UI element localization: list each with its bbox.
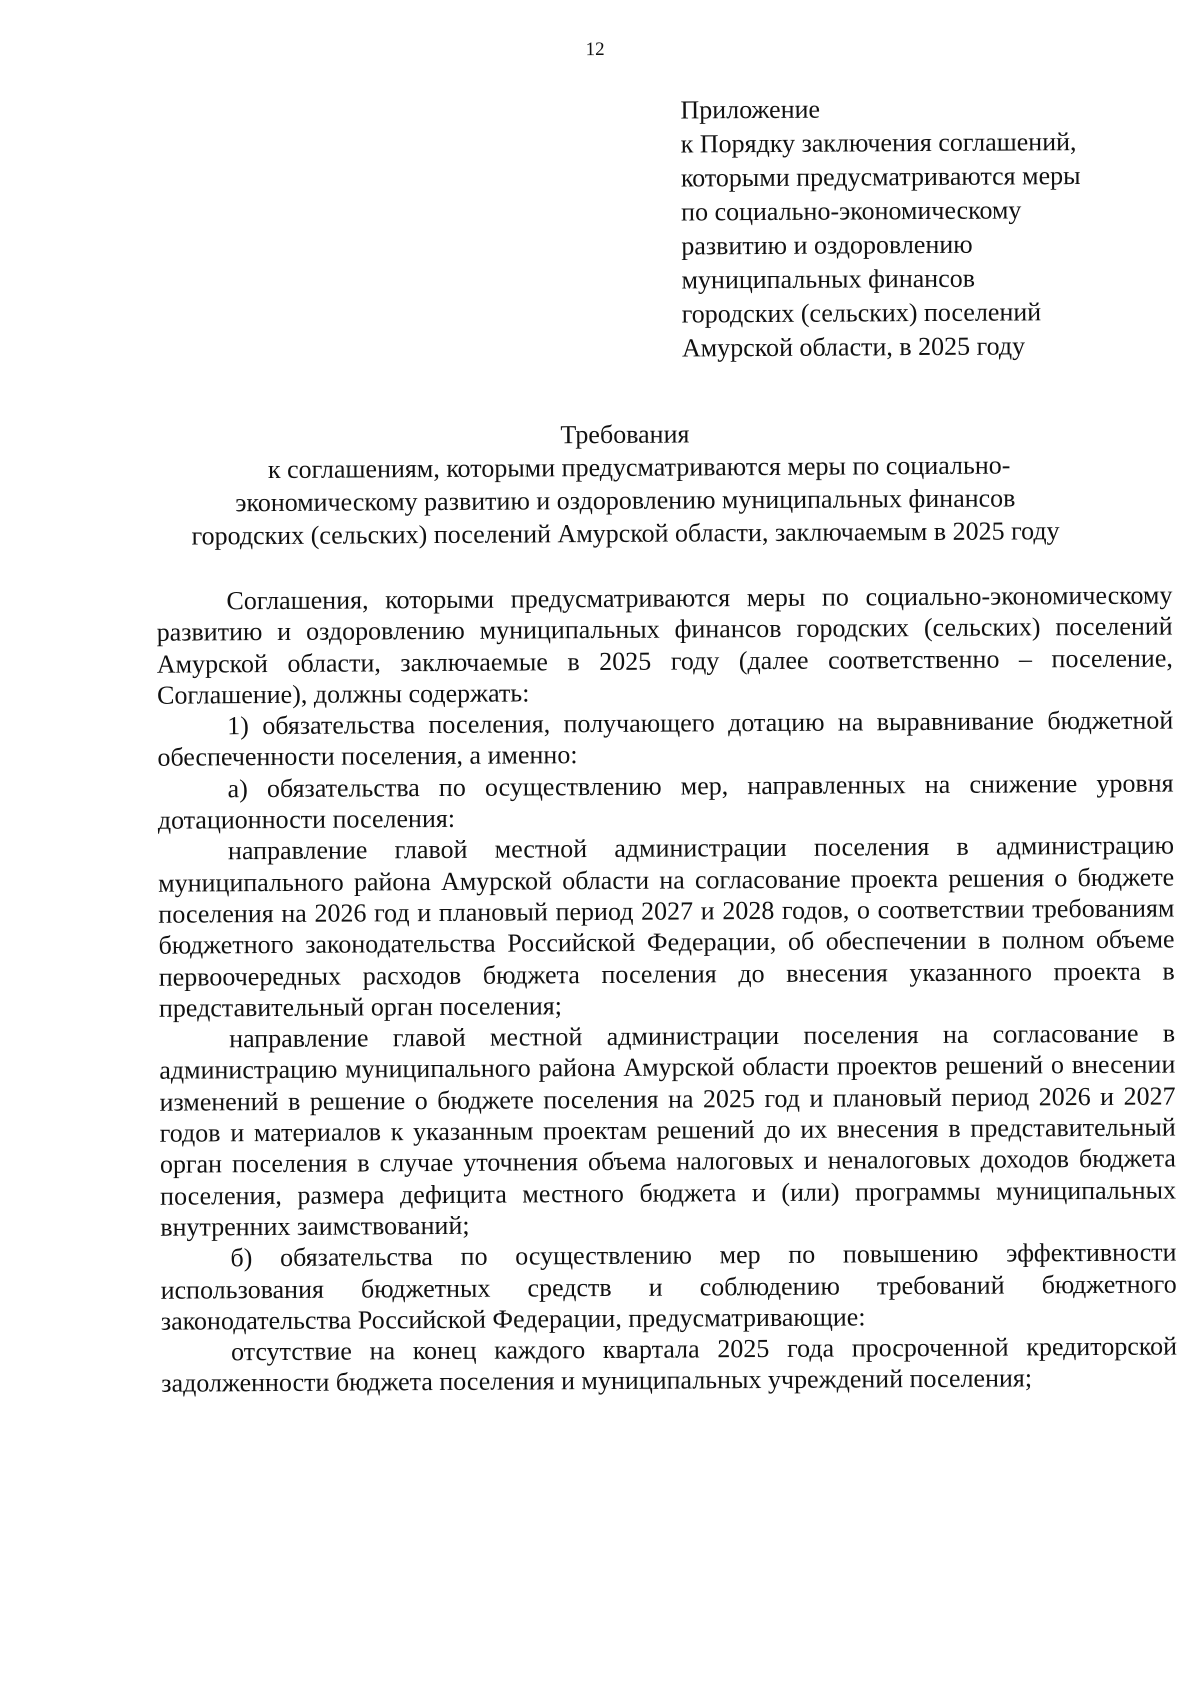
document-heading [147, 415, 1103, 553]
appendix-line: развитию и оздоровлению [681, 229, 973, 261]
document-body [156, 579, 1177, 1399]
page-number: 12 [585, 38, 605, 61]
body-paragraph: а) обязательства по осуществлению мер, направленных на снижение уровня дотационности поселения: [157, 768, 1174, 835]
body-paragraph: направление главой местной администрации поселения на согласование в администрацию муниципального района Амурской области проектов решений о внесении изменений в решение о бюджете поселения на 2025 год и плановый период 2026 и 2027 годов и материалов к указанным проектам решений до их внесения в представительный орган поселения в случае уточнения объема налоговых и неналоговых доходов бюджета поселения, размера дефицита местного бюджета и (или) программы муниципальных внутренних заимствований; [159, 1018, 1177, 1242]
appendix-line: по социально-экономическому [681, 195, 1022, 227]
body-paragraph: отсутствие на конец каждого квартала 2025 года просроченной кредиторской задолженности бюджета поселения и муниципальных учреждений поселения; [161, 1331, 1178, 1399]
body-paragraph: Соглашения, которыми предусматриваются меры по социально-экономическому развитию и оздоровлению муниципальных финансов городских (сельских) поселений Амурской области, заключаемые в 2025 году (далее соответственно – поселение, Соглашение), должны содержать: [156, 580, 1173, 710]
heading-line: экономическому развитию и оздоровлению муниципальных финансов [235, 483, 1016, 518]
body-paragraph: направление главой местной администрации поселения в администрацию муниципального района Амурской области на согласование проекта решения о бюджете поселения на 2026 год и плановый период 2027 и 2028 годов, о соответствии требованиям бюджетного законодательства Российской Федерации, об обеспечении в полном объеме первоочередных расходов бюджета поселения до внесения указанного проекта в представительный орган поселения; [158, 830, 1175, 1023]
heading-title: Требования [560, 419, 690, 450]
heading-line: городских (сельских) поселений Амурской области, заключаемым в 2025 году [191, 516, 1060, 551]
appendix-block [680, 90, 1182, 365]
heading-line: к соглашениям, которыми предусматриваются меры по социально- [267, 450, 1011, 485]
appendix-line: городских (сельских) поселений [681, 297, 1042, 329]
body-paragraph: 1) обязательства поселения, получающего дотацию на выравнивание бюджетной обеспеченности поселения, а именно: [157, 705, 1174, 773]
body-paragraph: б) обязательства по осуществлению мер по повышению эффективности использования бюджетных средств и соблюдению требований бюджетного законодательства Российской Федерации, предусматривающие: [160, 1237, 1177, 1336]
appendix-line: муниципальных финансов [681, 263, 976, 295]
appendix-line: Приложение [680, 94, 821, 125]
appendix-line: которыми предусматриваются меры [680, 161, 1081, 193]
appendix-line: Амурской области, в 2025 году [681, 331, 1026, 363]
appendix-line: к Порядку заключения соглашений, [680, 127, 1077, 159]
